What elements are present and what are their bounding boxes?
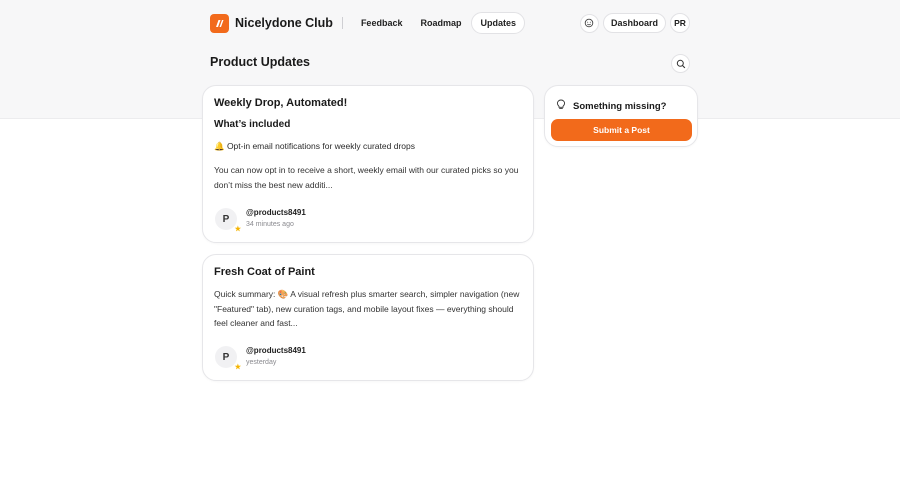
post-card[interactable]: [202, 254, 534, 381]
lightbulb-icon: [556, 97, 566, 115]
page-title: Product Updates: [210, 55, 311, 69]
post-title[interactable]: Weekly Drop, Automated!: [214, 97, 348, 109]
emoji-icon[interactable]: [580, 14, 599, 33]
submit-post-button[interactable]: Submit a Post: [551, 119, 692, 141]
post-body: You can now opt in to receive a short, weekly email with our curated picks so you don’t miss the best new additi...: [214, 165, 519, 190]
post-timestamp: 34 minutes ago: [246, 221, 294, 228]
submit-post-card: [544, 85, 698, 147]
nav-divider: [342, 17, 343, 29]
top-nav: [210, 12, 690, 34]
avatar: [215, 346, 241, 371]
post-author: [215, 208, 306, 233]
avatar-initial: P: [222, 351, 230, 363]
nav-actions: [580, 13, 690, 33]
post-subheading: What’s included: [214, 119, 291, 130]
star-icon: ★: [234, 364, 241, 371]
nav-link-updates[interactable]: Updates: [471, 12, 525, 34]
post-card[interactable]: [202, 85, 534, 243]
profile-avatar[interactable]: PR: [670, 13, 690, 33]
author-handle: @products8491: [246, 208, 306, 217]
nav-link-roadmap[interactable]: Roadmap: [420, 18, 462, 28]
submit-post-title: Something missing?: [573, 100, 667, 112]
search-icon[interactable]: [671, 54, 690, 73]
post-author: [215, 346, 306, 371]
post-title[interactable]: Fresh Coat of Paint: [214, 266, 315, 278]
post-highlight: 🔔 Opt-in email notifications for weekly curated drops: [214, 141, 415, 151]
post-body: Quick summary: 🎨 A visual refresh plus smarter search, simpler navigation (new "Featured" tab), new curation tags, and mobile layout fixes — everything should feel cleaner and fast...: [214, 289, 520, 328]
avatar-initial: P: [222, 213, 230, 225]
brand-name[interactable]: Nicelydone Club: [235, 16, 333, 30]
dashboard-button[interactable]: Dashboard: [603, 13, 666, 33]
star-icon: ★: [234, 226, 241, 233]
nav-link-feedback[interactable]: Feedback: [360, 18, 403, 28]
logo-icon[interactable]: [210, 14, 229, 33]
avatar: [215, 208, 241, 233]
submit-post-header: [556, 97, 666, 115]
author-handle: @products8491: [246, 346, 306, 355]
post-timestamp: yesterday: [246, 359, 277, 366]
